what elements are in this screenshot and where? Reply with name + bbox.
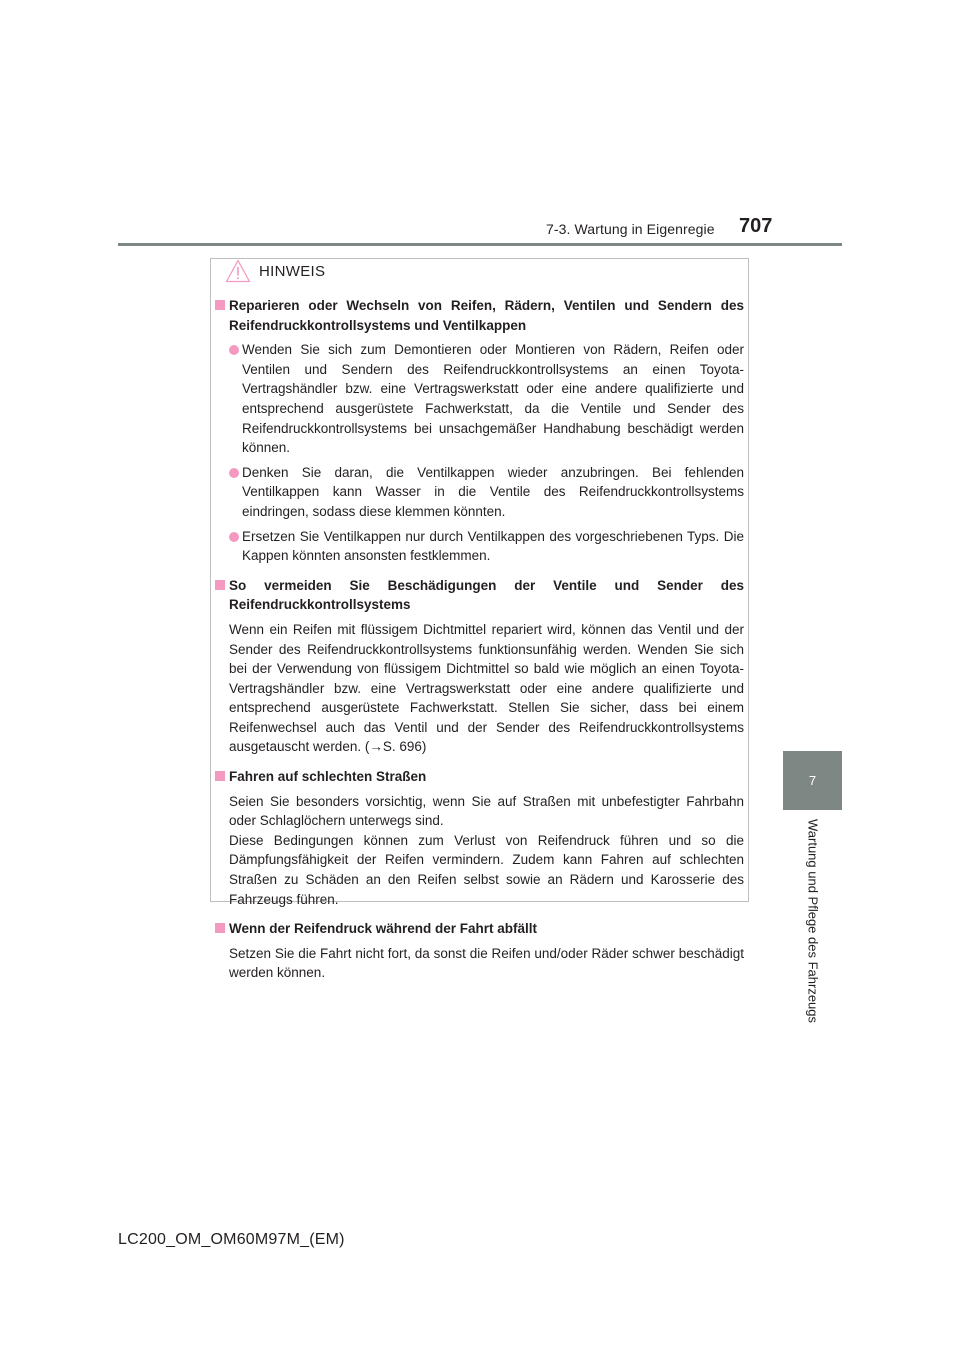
section-paragraph: Wenn ein Reifen mit flüssigem Dichtmittel repariert wird, können das Ventil und der Sender des Reifendruckkontrollsystems funktionsunfähig werden. Wenden Sie sich bei der Verwendung von flüssigem Dichtmittel so bald wie möglich an einen Toyota-Vertragshändler bzw. eine Vertragswerkstatt oder eine andere qualifizierte und entsprechend ausgerüstete Fachwerkstatt. Stellen Sie sicher, dass bei einem Reifenwechsel auch das Ventil und der Sender des Reifendruckkontrollsystems ausgetauscht werden. (→S. 696) [229,621,744,755]
page-number: 707 [739,215,773,237]
notice-header [225,259,325,283]
notice-title: HINWEIS [259,262,326,280]
list-item [212,527,744,566]
section-heading [212,296,744,335]
square-bullet-icon [215,923,225,933]
chapter-title: Wartung und Pflege des Fahrzeugs [805,818,820,1024]
list-item-text: Denken Sie daran, die Ventilkappen wieder anzubringen. Bei fehlenden Ventilkappen kann Wasser in die Ventile des Reifendruckkontrollsystems eindringen, sodass diese klemmen könnten. [242,464,744,519]
square-bullet-icon [215,300,225,310]
document-id: LC200_OM_OM60M97M_(EM) [118,1231,345,1248]
circle-bullet-icon [229,532,239,542]
warning-triangle-icon [225,259,251,283]
section-paragraph: Setzen Sie die Fahrt nicht fort, da sonst die Reifen und/oder Räder schwer beschädigt werden können. [229,945,744,981]
section-heading [212,919,744,939]
list-item [212,463,744,522]
section-title: 7-3. Wartung in Eigenregie [546,221,715,237]
section-heading-text: Wenn der Reifendruck während der Fahrt abfällt [229,921,538,937]
section-heading [212,576,744,615]
square-bullet-icon [215,771,225,781]
chapter-number: 7 [808,773,817,788]
section-paragraph: Diese Bedingungen können zum Verlust von Reifendruck führen und so die Dämpfungsfähigkeit der Reifen vermindern. Zudem kann Fahren auf schlechten Straßen zu Schäden an den Reifen selbst sowie an Rädern und Karosserie des Fahrzeugs führen. [229,832,744,907]
section-paragraph: Seien Sie besonders vorsichtig, wenn Sie auf Straßen mit unbefestigter Fahrbahn oder Schlaglöchern unterwegs sind. [229,793,744,829]
square-bullet-icon [215,580,225,590]
list-item-text: Wenden Sie sich zum Demontieren oder Montieren von Rädern, Reifen oder Ventilen und Sendern des Reifendruckkontrollsystems an einen Toyota-Vertragshändler bzw. eine Vertragswerkstatt oder eine andere qualifizierte und entsprechend ausgerüstete Fachwerkstatt, da die Ventile und Sender des Reifendruckkontrollsystems bei unsachgemäßer Handhabung beschädigt werden können. [242,342,744,456]
list-item-text: Ersetzen Sie Ventilkappen nur durch Ventilkappen des vorgeschriebenen Typs. Die Kappen könnten ansonsten festklemmen. [242,528,744,564]
circle-bullet-icon [229,345,239,355]
section-heading-text: Fahren auf schlechten Straßen [229,769,427,785]
header-divider [118,243,842,246]
section-heading-text: Reparieren oder Wechseln von Reifen, Rädern, Ventilen und Sendern des Reifendruckkontrollsystems und Ventilkappen [229,298,744,333]
list-item [212,340,744,458]
section-heading-text: So vermeiden Sie Beschädigungen der Ventile und Sender des Reifendruckkontrollsystems [229,577,744,613]
circle-bullet-icon [229,468,239,478]
chapter-label-container [783,816,842,1026]
notice-content [212,296,744,988]
section-heading [212,767,744,787]
chapter-tab[interactable] [783,751,842,810]
